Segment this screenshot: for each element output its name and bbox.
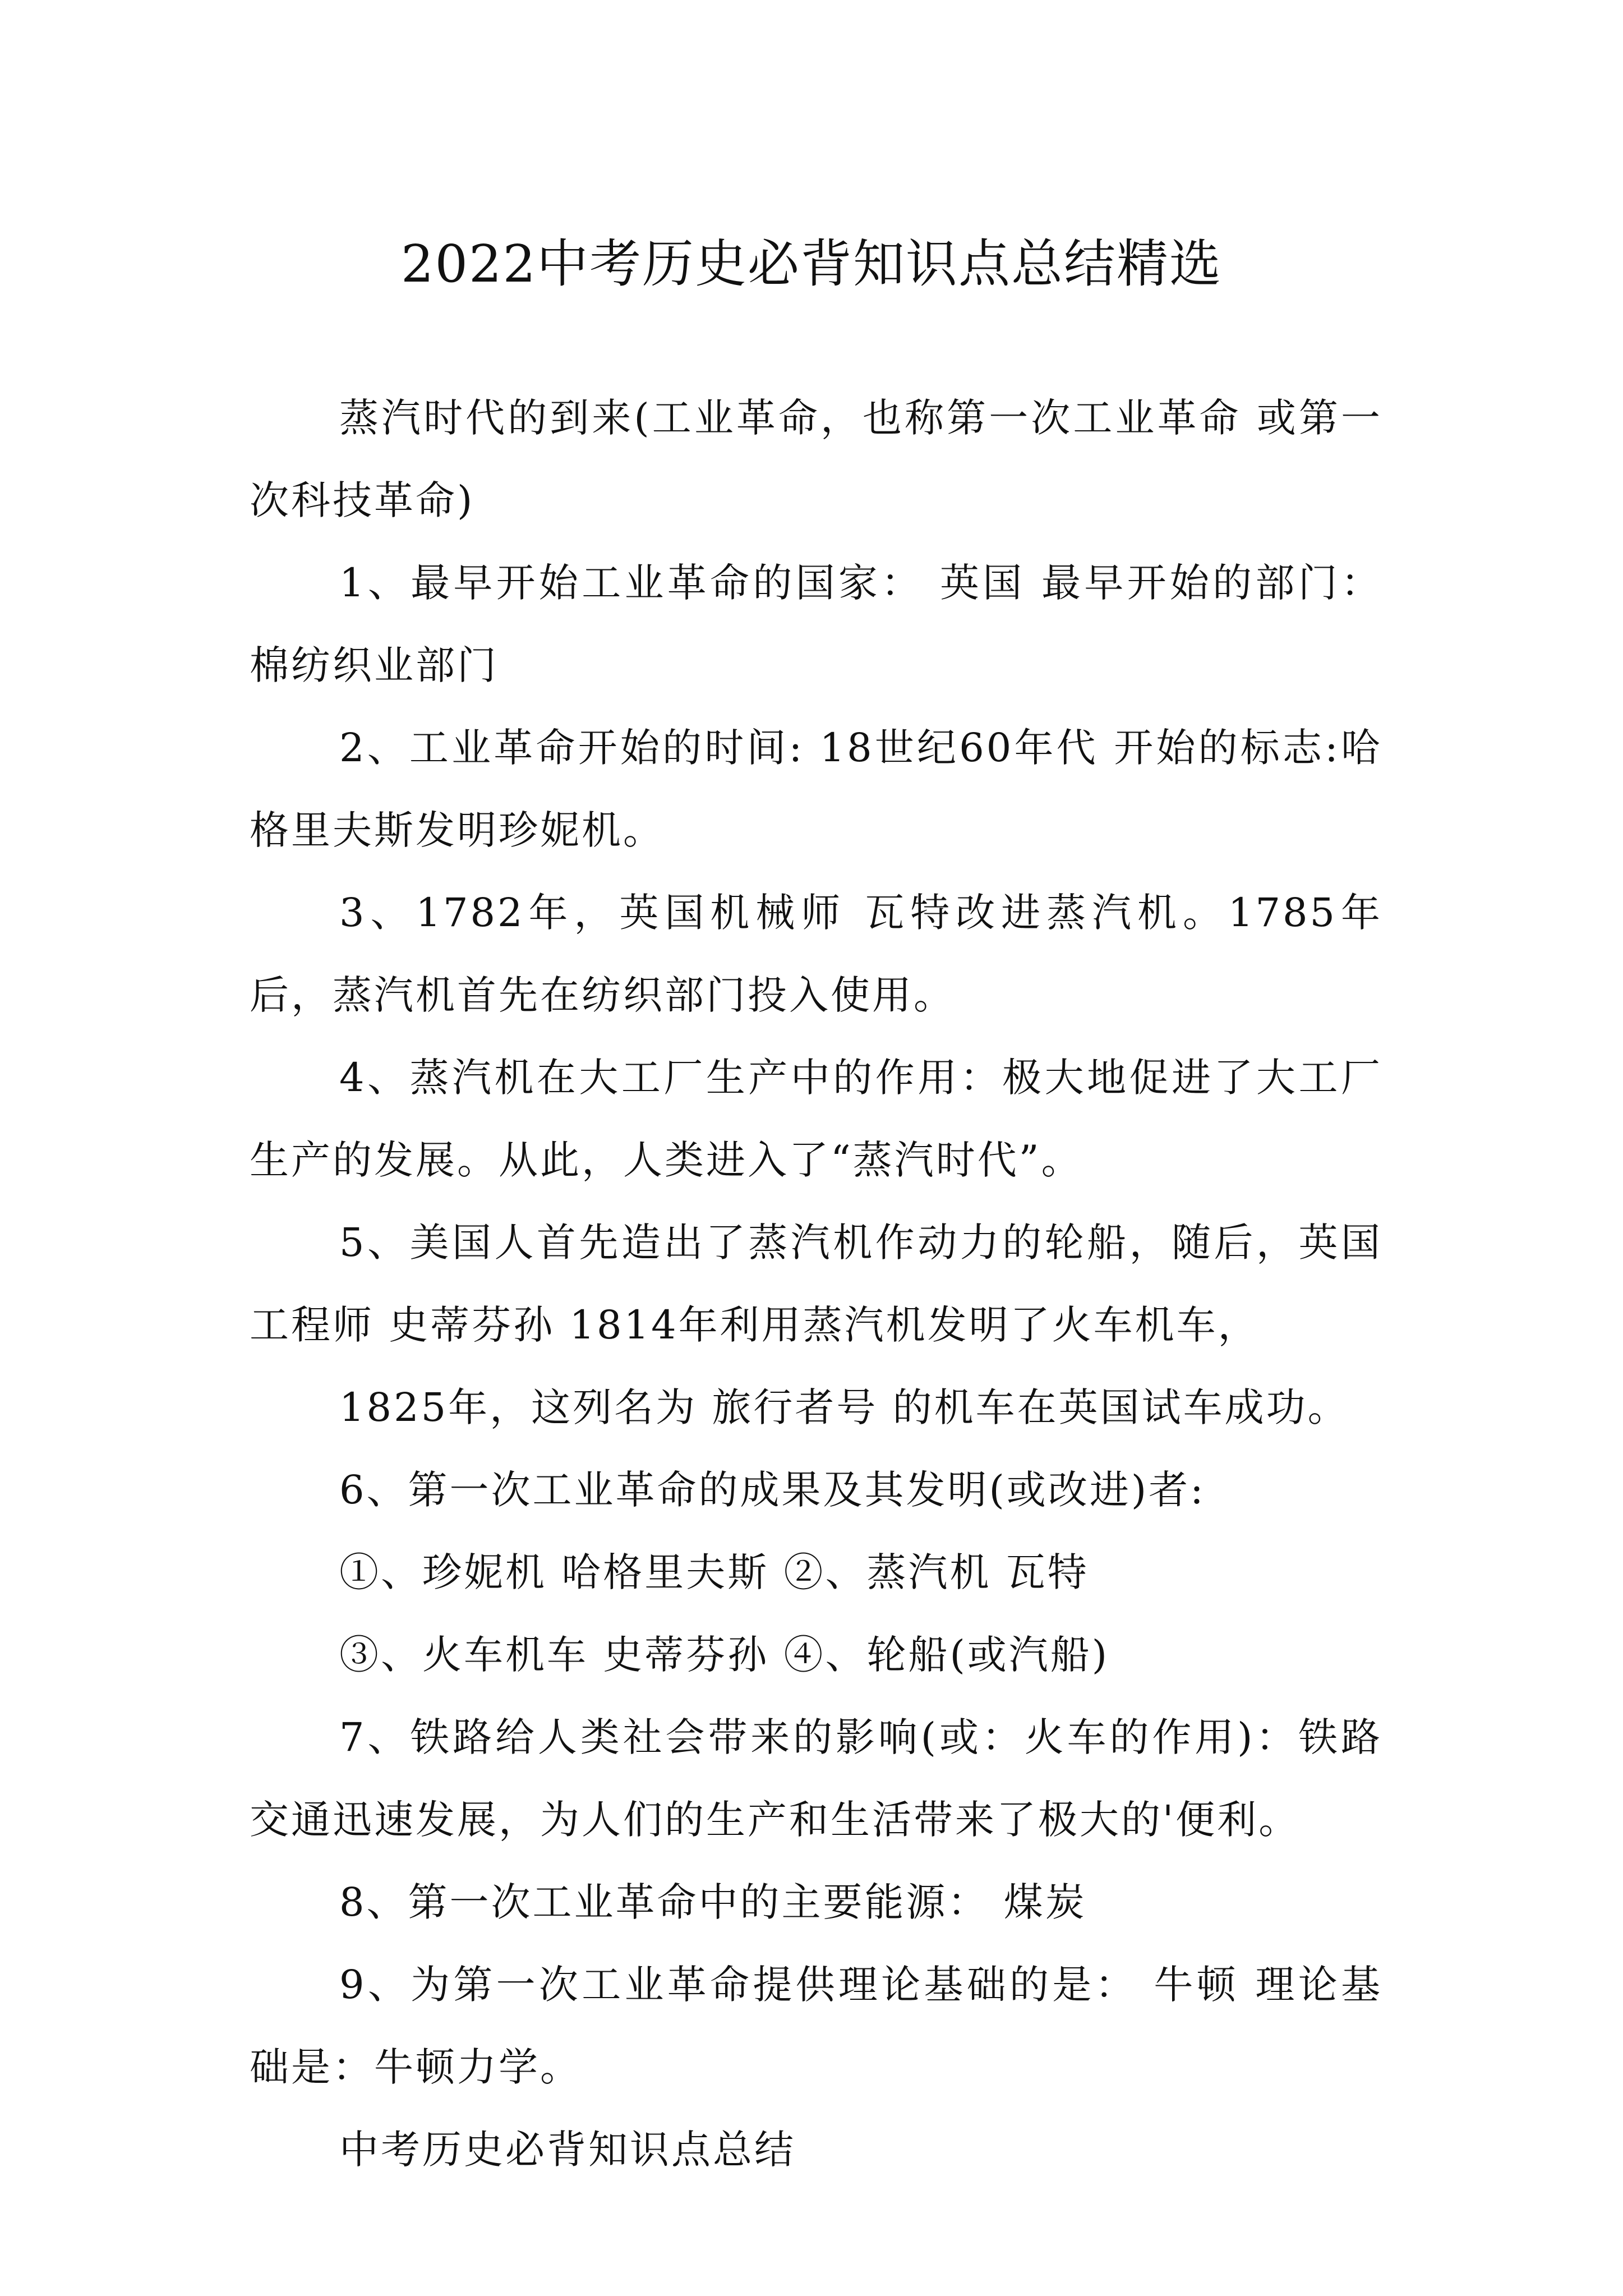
paragraph-item-6: 6、第一次工业革命的成果及其发明(或改进)者: <box>339 1467 1206 1513</box>
paragraph-item-5-continued: 1825年，这列名为 旅行者号 的机车在英国试车成功。 <box>339 1384 1349 1430</box>
paragraph-item-6-list-b: ③、火车机车 史蒂芬孙 ④、轮船(或汽船) <box>339 1632 1110 1678</box>
paragraph-item-6-list-a: ①、珍妮机 哈格里夫斯 ②、蒸汽机 瓦特 <box>339 1549 1089 1595</box>
paragraph-section-heading: 中考历史必背知识点总结 <box>339 2127 796 2173</box>
paragraph-item-4: 4、蒸汽机在大工厂生产中的作用：极大地促进了大工厂生产的发展。从此，人类进入了“蒸汽时代”。 <box>250 1055 1382 1183</box>
paragraph-item-1: 1、最早开始工业革命的国家： 英国 最早开始的部门：棉纺织业部门 <box>250 560 1382 688</box>
paragraph-item-8: 8、第一次工业革命中的主要能源： 煤炭 <box>339 1879 1087 1925</box>
paragraph-item-9: 9、为第一次工业革命提供理论基础的是： 牛顿 理论基础是：牛顿力学。 <box>250 1962 1382 2090</box>
document-title: 2022中考历史必背知识点总结精选 <box>400 233 1223 294</box>
document-body <box>250 377 1382 2191</box>
paragraph-item-5: 5、美国人首先造出了蒸汽机作动力的轮船，随后，英国工程师 史蒂芬孙 1814年利用蒸汽机发明了火车机车， <box>250 1220 1382 1348</box>
paragraph-item-3: 3、1782年，英国机械师 瓦特改进蒸汽机。1785年后，蒸汽机首先在纺织部门投入使用。 <box>250 890 1382 1018</box>
paragraph-intro: 蒸汽时代的到来(工业革命，也称第一次工业革命 或第一次科技革命) <box>250 395 1382 523</box>
paragraph-item-2: 2、工业革命开始的时间: 18世纪60年代 开始的标志:哈格里夫斯发明珍妮机。 <box>250 725 1382 853</box>
paragraph-item-7: 7、铁路给人类社会带来的影响(或：火车的作用)：铁路交通迅速发展，为人们的生产和生活带来了极大的'便利。 <box>250 1714 1382 1843</box>
